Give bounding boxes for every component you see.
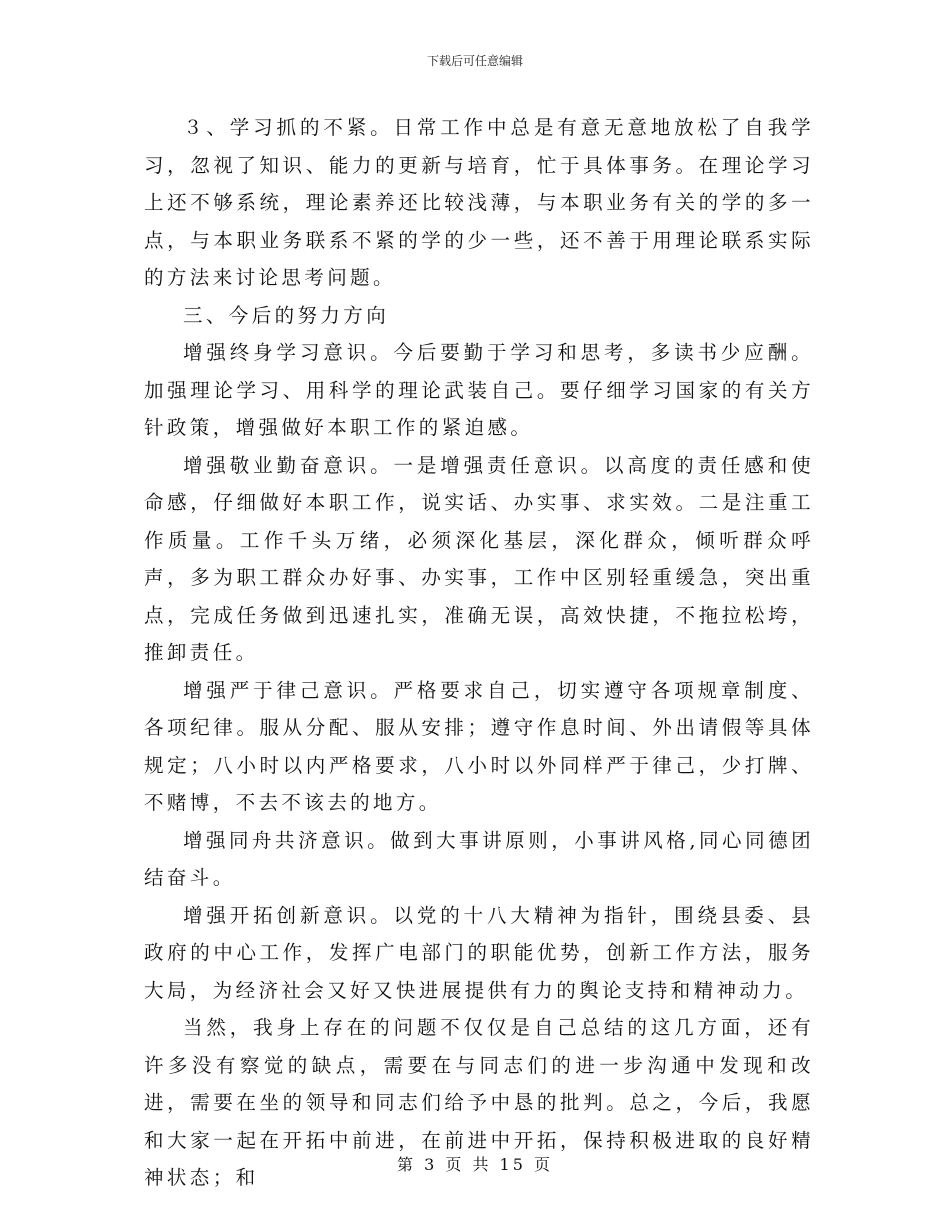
document-body bbox=[144, 109, 814, 1197]
paragraph-conclusion: 当然，我身上存在的问题不仅仅是自己总结的这几方面，还有许多没有察觉的缺点，需要在与同志们的进一步沟通中发现和改进，需要在坐的领导和同志们给予中恳的批判。总之，今后，我愿和大家一起在开拓中前进，在前进中开拓，保持积极进取的良好精神状态；和 bbox=[144, 1016, 814, 1189]
paragraph-self-discipline: 增强严于律己意识。严格要求自己，切实遵守各项规章制度、各项纪律。服从分配、服从安排；遵守作息时间、外出请假等具体规定；八小时以内严格要求，八小时以外同样严于律己，少打牌、不赌博，不去不该去的地方。 bbox=[144, 678, 814, 814]
paragraph-learning-weakness: ３、学习抓的不紧。日常工作中总是有意无意地放松了自我学习，忽视了知识、能力的更新与培育，忙于具体事务。在理论学习上还不够系统，理论素养还比较浅薄，与本职业务有关的学的多一点，与本职业务联系不紧的学的少一些，还不善于用理论联系实际的方法来讨论思考问题。 bbox=[144, 116, 814, 289]
paragraph-innovation: 增强开拓创新意识。以党的十八大精神为指针，围绕县委、县政府的中心工作，发挥广电部门的职能优势，创新工作方法，服务大局，为经济社会又好又快进展提供有力的舆论支持和精神动力。 bbox=[144, 903, 814, 1002]
paragraph-solidarity: 增强同舟共济意识。做到大事讲原则，小事讲风格,同心同德团结奋斗。 bbox=[144, 828, 814, 889]
paragraph-lifelong-learning: 增强终身学习意识。今后要勤于学习和思考，多读书少应酬。加强理论学习、用科学的理论武装自己。要仔细学习国家的有关方针政策，增强做好本职工作的紧迫感。 bbox=[144, 341, 814, 439]
section-heading-future-direction: 三、今后的努力方向 bbox=[183, 303, 390, 327]
page-header-note: 下载后可任意编辑 bbox=[426, 54, 523, 68]
paragraph-dedication: 增强敬业勤奋意识。一是增强责任意识。以高度的责任感和使命感，仔细做好本职工作，说实话、办实事、求实效。二是注重工作质量。工作千头万绪，必须深化基层，深化群众，倾听群众呼声，多为职工群众办好事、办实事，工作中区别轻重缓急，突出重点，完成任务做到迅速扎实，准确无误，高效快捷，不拖拉松垮，推卸责任。 bbox=[144, 453, 814, 664]
page-number: 第 3 页 共 15 页 bbox=[397, 1155, 553, 1174]
